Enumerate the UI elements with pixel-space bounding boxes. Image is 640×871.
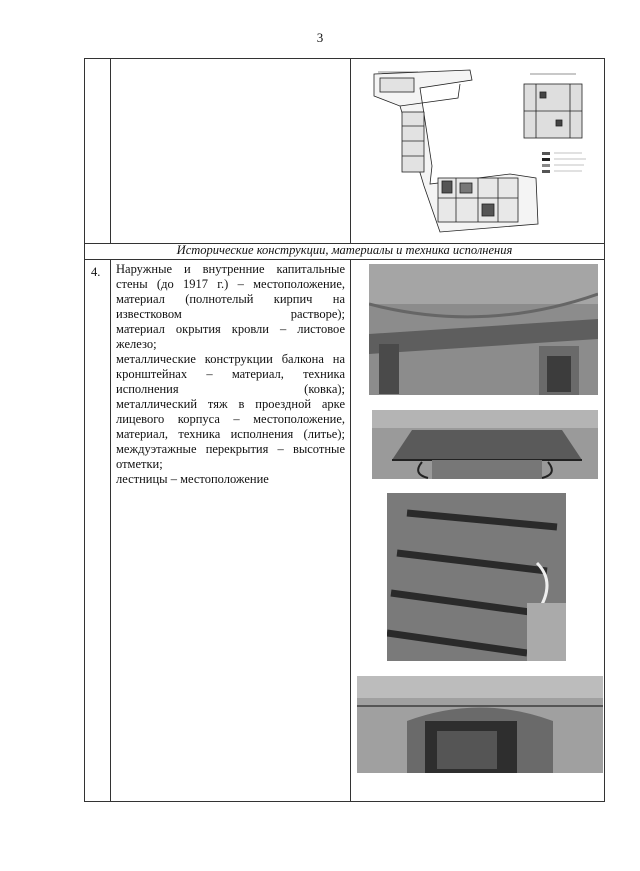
row-number: 4. [91,265,101,279]
page-number: 3 [316,30,324,45]
description-item: междуэтажные перекрытия – высотные отметки; [116,442,345,471]
description-item: металлический тяж в проездной арке лицевого корпуса – местоположение, материал, техника исполнения (литье); [116,397,345,441]
table-divider [110,259,111,802]
description-item: металлические конструкции балкона на кронштейнах – материал, техника исполнения (ковка); [116,352,345,396]
row-description [116,262,345,487]
table-divider [350,259,351,802]
description-item: лестницы – местоположение [116,472,269,486]
table-divider [110,58,111,244]
wall-facade-photo [369,264,598,395]
description-item: Наружные и внутренние капитальные стены (до 1917 г.) – местоположение, материал (полнотелый кирпич на известковом растворе); [116,262,345,321]
floor-plan-image [360,66,600,236]
balcony-photo [372,410,598,479]
ceiling-photo [387,493,566,661]
table-divider [84,259,605,260]
description-item: материал окрытия кровли – листовое железо; [116,322,345,351]
floor-plan-drawing [360,66,600,236]
arch-passage-photo [357,676,603,773]
table-divider [350,58,351,244]
section-heading: Исторические конструкции, материалы и техника исполнения [176,243,513,257]
